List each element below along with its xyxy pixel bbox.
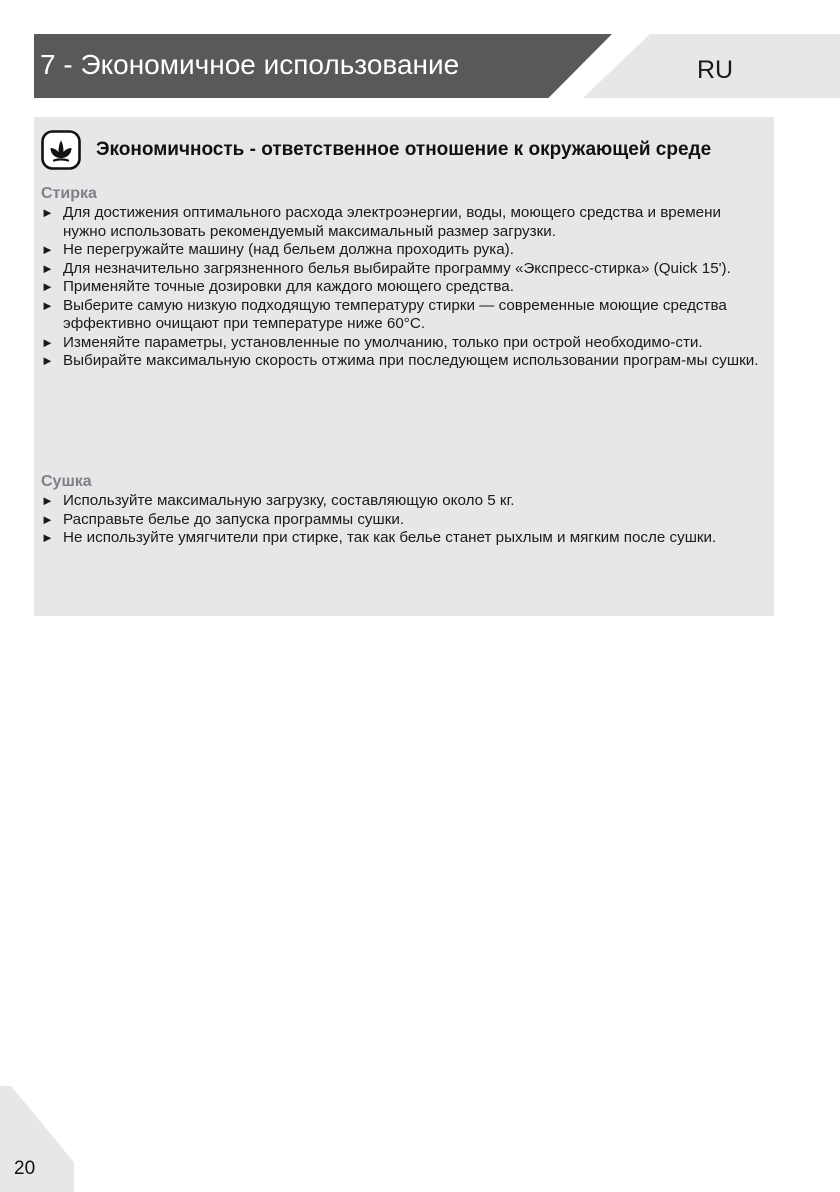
eco-leaf-icon [41,130,81,170]
section-washing [41,184,766,371]
panel-heading: Экономичность - ответственное отношение к окружающей среде [96,139,712,160]
bullet-arrow-icon: ► [41,511,54,527]
list-item: ► Выбирайте максимальную скорость отжима при последующем использовании програм-мы сушки. [41,352,759,369]
bullet-arrow-icon: ► [41,353,54,368]
page-number: 20 [14,1158,36,1179]
bullet-arrow-icon: ► [41,297,54,313]
list-item: ► Не перегружайте машину (над бельем должна проходить рука). [41,241,514,258]
page-corner [0,1086,74,1192]
section-title: Стирка [41,185,97,202]
list-item: ► Для достижения оптимального расхода электроэнергии, воды, моющего средства и времени нужно использовать рекомендуемый максимальный размер загрузки. [41,204,721,240]
washing-list [41,204,766,371]
page-title: 7 - Экономичное использование [40,49,460,80]
list-item: ► Не используйте умягчители при стирке, так как белье станет рыхлым и мягким после сушки. [41,529,717,546]
list-item: ► Расправьте белье до запуска программы сушки. [41,510,405,528]
section-drying [41,472,766,548]
bullet-arrow-icon: ► [41,279,54,294]
bullet-arrow-icon: ► [41,242,54,257]
bullet-arrow-icon: ► [41,334,54,350]
language-label: RU [697,56,734,84]
section-title: Сушка [41,473,92,490]
list-item: ► Применяйте точные дозировки для каждого моющего средства. [41,278,514,295]
bullet-arrow-icon: ► [41,260,54,276]
bullet-arrow-icon: ► [41,205,54,220]
list-item: ► Выберите самую низкую подходящую температуру стирки — современные моющие средства эффективно очищают при температуре ниже 60°C. [41,296,727,332]
bullet-arrow-icon: ► [41,530,54,545]
list-item: ► Используйте максимальную загрузку, составляющую около 5 кг. [41,492,515,509]
bullet-arrow-icon: ► [41,493,54,508]
list-item: ► Изменяйте параметры, установленные по умолчанию, только при острой необходимо-сти. [41,333,703,351]
list-item: ► Для незначительно загрязненного белья выбирайте программу «Экспресс-стирка» (Quick 15'). [41,259,731,277]
drying-list [41,492,766,548]
